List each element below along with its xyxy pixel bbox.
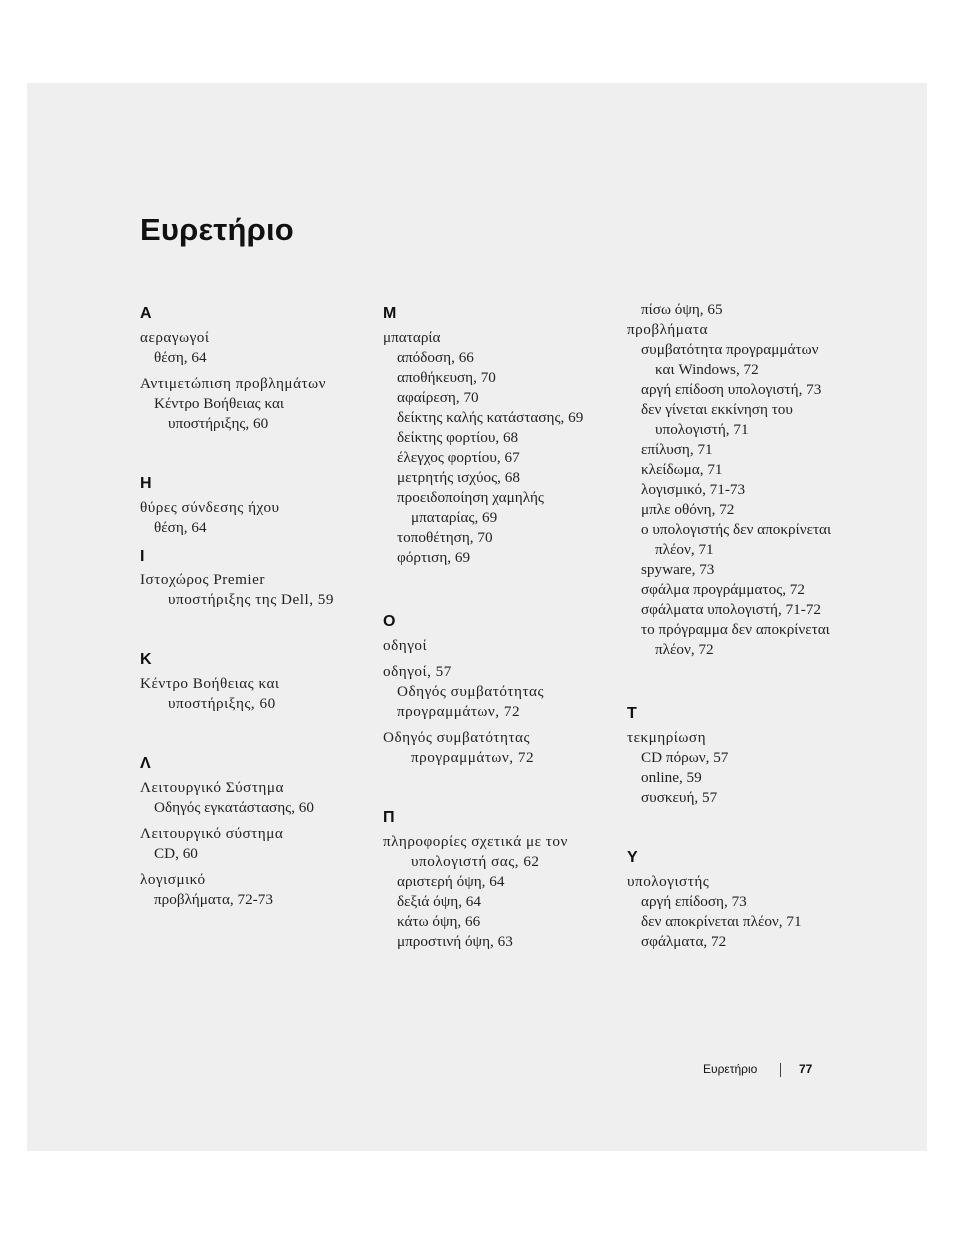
index-subentry: μπροστινή όψη, 63 bbox=[397, 933, 513, 950]
index-column-1 bbox=[140, 300, 365, 910]
index-entry: Κέντρο Βοήθειας και bbox=[140, 675, 280, 692]
index-subentry: spyware, 73 bbox=[641, 561, 715, 578]
index-column-2 bbox=[383, 300, 613, 952]
index-subentry: προγραμμάτων, 72 bbox=[397, 703, 521, 720]
index-subentry: μετρητής ισχύος, 68 bbox=[397, 469, 520, 486]
index-subentry: αφαίρεση, 70 bbox=[397, 389, 479, 406]
page-footer bbox=[703, 1062, 813, 1076]
index-entry: αεραγωγοί bbox=[140, 329, 210, 346]
index-entry: Λειτουργικό σύστημα bbox=[140, 825, 284, 842]
index-subentry: υπολογιστή σας, 62 bbox=[411, 853, 540, 870]
index-subentry: συσκευή, 57 bbox=[641, 789, 718, 806]
index-subentry: δείκτης καλής κατάστασης, 69 bbox=[397, 409, 584, 426]
footer-separator bbox=[780, 1063, 781, 1077]
index-subentry: δεν αποκρίνεται πλέον, 71 bbox=[641, 913, 802, 930]
index-subentry: το πρόγραμμα δεν αποκρίνεται bbox=[641, 621, 830, 638]
index-subentry: υποστήριξης, 60 bbox=[168, 695, 276, 712]
footer-label: Ευρετήριο bbox=[703, 1062, 758, 1076]
index-entry: Οδηγός συμβατότητας bbox=[383, 729, 531, 746]
section-letter: Y bbox=[627, 849, 638, 866]
section-letter: M bbox=[383, 305, 397, 322]
section-letter: T bbox=[627, 705, 637, 722]
section-letter: I bbox=[140, 548, 145, 565]
index-subentry: Κέντρο Βοήθειας και bbox=[154, 395, 285, 412]
index-subentry: αργή επίδοση υπολογιστή, 73 bbox=[641, 381, 822, 398]
index-subentry: τοποθέτηση, 70 bbox=[397, 529, 493, 546]
index-subentry: αποθήκευση, 70 bbox=[397, 369, 496, 386]
index-subentry: επίλυση, 71 bbox=[641, 441, 713, 458]
index-entry: οδηγοί bbox=[383, 637, 428, 654]
index-subentry: CD πόρων, 57 bbox=[641, 749, 729, 766]
index-column-3 bbox=[627, 300, 857, 952]
index-subentry: αργή επίδοση, 73 bbox=[641, 893, 747, 910]
index-subentry: κλείδωμα, 71 bbox=[641, 461, 723, 478]
index-subentry: προγραμμάτων, 72 bbox=[411, 749, 535, 766]
index-subentry: online, 59 bbox=[641, 769, 702, 786]
section-letter: H bbox=[140, 475, 152, 492]
index-subentry: σφάλματα υπολογιστή, 71-72 bbox=[641, 601, 822, 618]
page-number: 77 bbox=[799, 1062, 813, 1076]
index-subentry: έλεγχος φορτίου, 67 bbox=[397, 449, 520, 466]
index-subentry: προβλήματα, 72-73 bbox=[154, 891, 273, 908]
index-subentry: πλέον, 71 bbox=[655, 541, 714, 558]
section-letter: Λ bbox=[140, 755, 151, 772]
index-subentry: λογισμικό, 71-73 bbox=[641, 481, 746, 498]
page-title: Ευρετήριο bbox=[140, 212, 294, 247]
index-entry: προβλήματα bbox=[627, 321, 708, 338]
index-subentry: και Windows, 72 bbox=[655, 361, 759, 378]
index-subentry: ο υπολογιστής δεν αποκρίνεται bbox=[641, 521, 832, 538]
section-letter: Π bbox=[383, 809, 395, 826]
index-subentry: προειδοποίηση χαμηλής bbox=[397, 489, 544, 506]
section-letter: K bbox=[140, 651, 152, 668]
index-subentry: δείκτης φορτίου, 68 bbox=[397, 429, 519, 446]
index-subentry: συμβατότητα προγραμμάτων bbox=[641, 341, 819, 358]
index-entry: μπαταρία bbox=[383, 329, 441, 346]
index-entry: οδηγοί, 57 bbox=[383, 663, 452, 680]
section-letter: O bbox=[383, 613, 396, 630]
index-subentry: Οδηγός συμβατότητας bbox=[397, 683, 545, 700]
index-entry: Ιστοχώρος Premier bbox=[140, 571, 265, 588]
index-entry: πληροφορίες σχετικά με τον bbox=[383, 833, 568, 850]
index-subentry: θέση, 64 bbox=[154, 519, 207, 536]
index-subentry: πλέον, 72 bbox=[655, 641, 714, 658]
index-subentry: Οδηγός εγκατάστασης, 60 bbox=[154, 799, 314, 816]
index-subentry: αριστερή όψη, 64 bbox=[397, 873, 505, 890]
index-subentry: σφάλμα προγράμματος, 72 bbox=[641, 581, 805, 598]
index-entry: θύρες σύνδεσης ήχου bbox=[140, 499, 280, 516]
index-entry: υπολογιστής bbox=[627, 873, 710, 890]
index-entry: τεκμηρίωση bbox=[627, 729, 707, 746]
index-subentry: δεξιά όψη, 64 bbox=[397, 893, 481, 910]
section-letter: A bbox=[140, 305, 152, 322]
index-subentry: μπλε οθόνη, 72 bbox=[641, 501, 735, 518]
index-subentry: απόδοση, 66 bbox=[397, 349, 474, 366]
index-subentry: θέση, 64 bbox=[154, 349, 207, 366]
index-subentry: σφάλματα, 72 bbox=[641, 933, 727, 950]
index-entry: Λειτουργικό Σύστημα bbox=[140, 779, 284, 796]
index-subentry: υποστήριξης, 60 bbox=[168, 415, 269, 432]
index-subentry: υπολογιστή, 71 bbox=[655, 421, 749, 438]
index-subentry: πίσω όψη, 65 bbox=[641, 301, 723, 318]
index-subentry: φόρτιση, 69 bbox=[397, 549, 471, 566]
index-subentry: δεν γίνεται εκκίνηση του bbox=[641, 401, 793, 418]
index-entry: Αντιμετώπιση προβλημάτων bbox=[140, 375, 327, 392]
index-entry: λογισμικό bbox=[140, 871, 206, 888]
index-subentry: υποστήριξης της Dell, 59 bbox=[168, 591, 334, 608]
index-subentry: μπαταρίας, 69 bbox=[411, 509, 498, 526]
index-subentry: κάτω όψη, 66 bbox=[397, 913, 481, 930]
index-subentry: CD, 60 bbox=[154, 845, 198, 862]
